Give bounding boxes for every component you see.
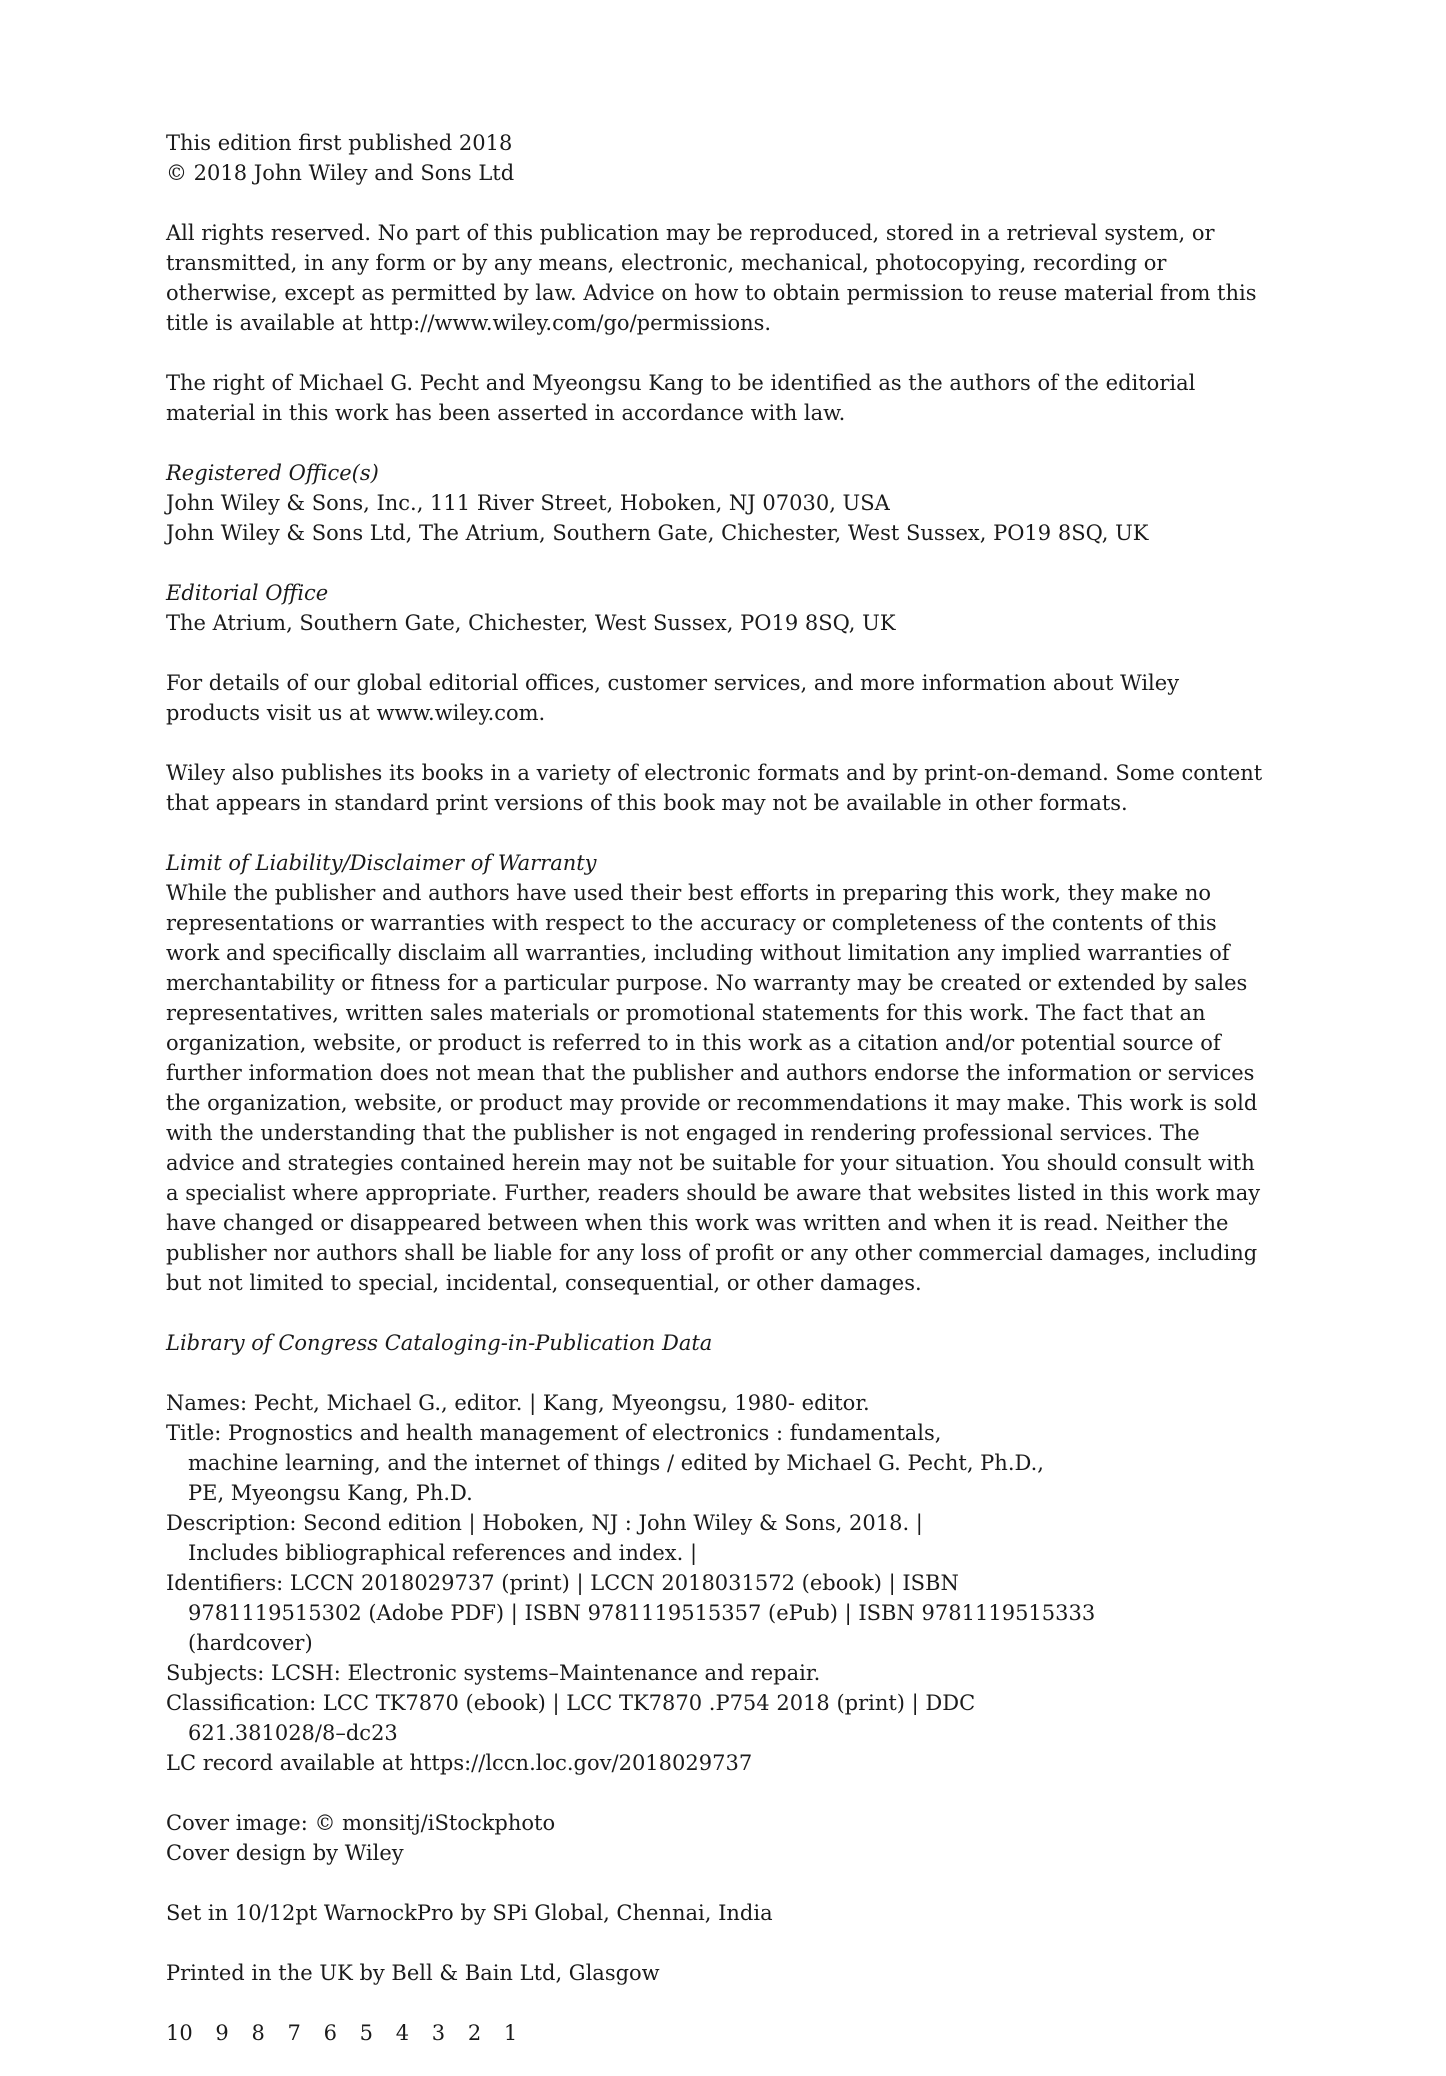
typeset-line: Set in 10/12pt WarnockPro by SPi Global, Chennai, India [166,1901,773,1925]
printer-key-number: 7 [287,2021,301,2045]
cip-description-cont: Includes bibliographical references and index. | [188,1541,698,1565]
cip-title-cont: PE, Myeongsu Kang, Ph.D. [188,1481,473,1505]
edition-block [166,128,1266,188]
authors-right-block [166,368,1266,428]
details-block [166,668,1266,728]
cip-block [166,1328,1266,1778]
cip-description: Description: Second edition | Hoboken, NJ : John Wiley & Sons, 2018. | [166,1511,923,1535]
editorial-office-block [166,578,1266,638]
printer-key-number: 2 [467,2021,482,2045]
printed-line: Printed in the UK by Bell & Bain Ltd, Glasgow [166,1961,660,1985]
authors-right-paragraph: The right of Michael G. Pecht and Myeongsu Kang to be identified as the authors of the editorial material in this work has been asserted in accordance with law. [166,371,1196,425]
cip-title: Title: Prognostics and health management of electronics : fundamentals, [166,1421,942,1445]
cip-heading: Library of Congress Cataloging-in-Publication Data [166,1331,713,1355]
formats-paragraph: Wiley also publishes its books in a variety of electronic formats and by print-on-demand. Some content that appears in standard print versions of this book may not be available in other formats. [166,761,1263,815]
printer-key-number: 4 [395,2021,410,2045]
liability-block [166,848,1266,1298]
liability-heading: Limit of Liability/Disclaimer of Warranty [166,851,597,875]
printer-key-number: 10 [166,2021,193,2045]
edition-line: This edition first published 2018 [166,131,513,155]
registered-office-uk: John Wiley & Sons Ltd, The Atrium, Southern Gate, Chichester, West Sussex, PO19 8SQ, UK [166,521,1149,545]
cip-classification: Classification: LCC TK7870 (ebook) | LCC TK7870 .P754 2018 (print) | DDC [166,1691,976,1715]
cip-identifiers-cont: 9781119515302 (Adobe PDF) | ISBN 9781119515357 (ePub) | ISBN 9781119515333 [188,1601,1096,1625]
formats-block [166,758,1266,818]
registered-office-block [166,458,1266,548]
registered-office-us: John Wiley & Sons, Inc., 111 River Street, Hoboken, NJ 07030, USA [166,491,890,515]
cip-identifiers: Identifiers: LCCN 2018029737 (print) | LCCN 2018031572 (ebook) | ISBN [166,1571,959,1595]
cip-lc-record: LC record available at https://lccn.loc.gov/2018029737 [166,1751,753,1775]
typeset-block [166,1898,1266,1928]
printer-key-number: 6 [323,2021,337,2045]
cover-image-credit: Cover image: © monsitj/iStockphoto [166,1811,556,1835]
cip-identifiers-cont: (hardcover) [188,1631,313,1655]
cip-subjects: Subjects: LCSH: Electronic systems–Maintenance and repair. [166,1661,821,1685]
cip-names: Names: Pecht, Michael G., editor. | Kang, Myeongsu, 1980- editor. [166,1391,870,1415]
printer-key-number: 8 [251,2021,265,2045]
cover-block [166,1808,1266,1868]
printer-key-number: 5 [359,2021,374,2045]
liability-paragraph: While the publisher and authors have used their best efforts in preparing this work, they make no representations or warranties with respect to the accuracy or completeness of the contents of this work and specifically disclaim all warranties, including without limitation any implied warranties of merchantability or fitness for a particular purpose. No warranty may be created or extended by sales representatives, written sales materials or promotional statements for this work. The fact that an organization, website, or product is referred to in this work as a citation and/or potential source of further information does not mean that the publisher and authors endorse the information or services the organization, website, or product may provide or recommendations it may make. This work is sold with the understanding that the publisher is not engaged in rendering professional services. The advice and strategies contained herein may not be suitable for your situation. You should consult with a specialist where appropriate. Further, readers should be aware that websites listed in this work may have changed or disappeared between when this work was written and when it is read. Neither the publisher nor authors shall be liable for any loss of profit or any other commercial damages, including but not limited to special, incidental, consequential, or other damages. [166,881,1261,1295]
printed-block [166,1958,1266,1988]
cip-spacer [166,1358,1266,1388]
editorial-office-heading: Editorial Office [166,581,329,605]
details-paragraph: For details of our global editorial offices, customer services, and more information about Wiley products visit us at www.wiley.com. [166,671,1180,725]
cip-title-cont: machine learning, and the internet of things / edited by Michael G. Pecht, Ph.D., [188,1451,1044,1475]
copyright-line: © 2018 John Wiley and Sons Ltd [166,161,515,185]
rights-paragraph: All rights reserved. No part of this publication may be reproduced, stored in a retrieval system, or transmitted, in any form or by any means, electronic, mechanical, photocopying, recording or otherwise, except as permitted by law. Advice on how to obtain permission to reuse material from this title is available at http://www.wiley.com/go/permissions. [166,221,1257,335]
printer-key-number: 3 [431,2021,446,2045]
printer-key-number: 9 [215,2021,229,2045]
rights-block [166,218,1266,338]
editorial-office-address: The Atrium, Southern Gate, Chichester, West Sussex, PO19 8SQ, UK [166,611,896,635]
cover-design-credit: Cover design by Wiley [166,1841,404,1865]
printer-key [166,2018,1266,2048]
cip-classification-cont: 621.381028/8–dc23 [188,1721,398,1745]
registered-office-heading: Registered Office(s) [166,461,379,485]
printer-key-number: 1 [503,2021,518,2045]
